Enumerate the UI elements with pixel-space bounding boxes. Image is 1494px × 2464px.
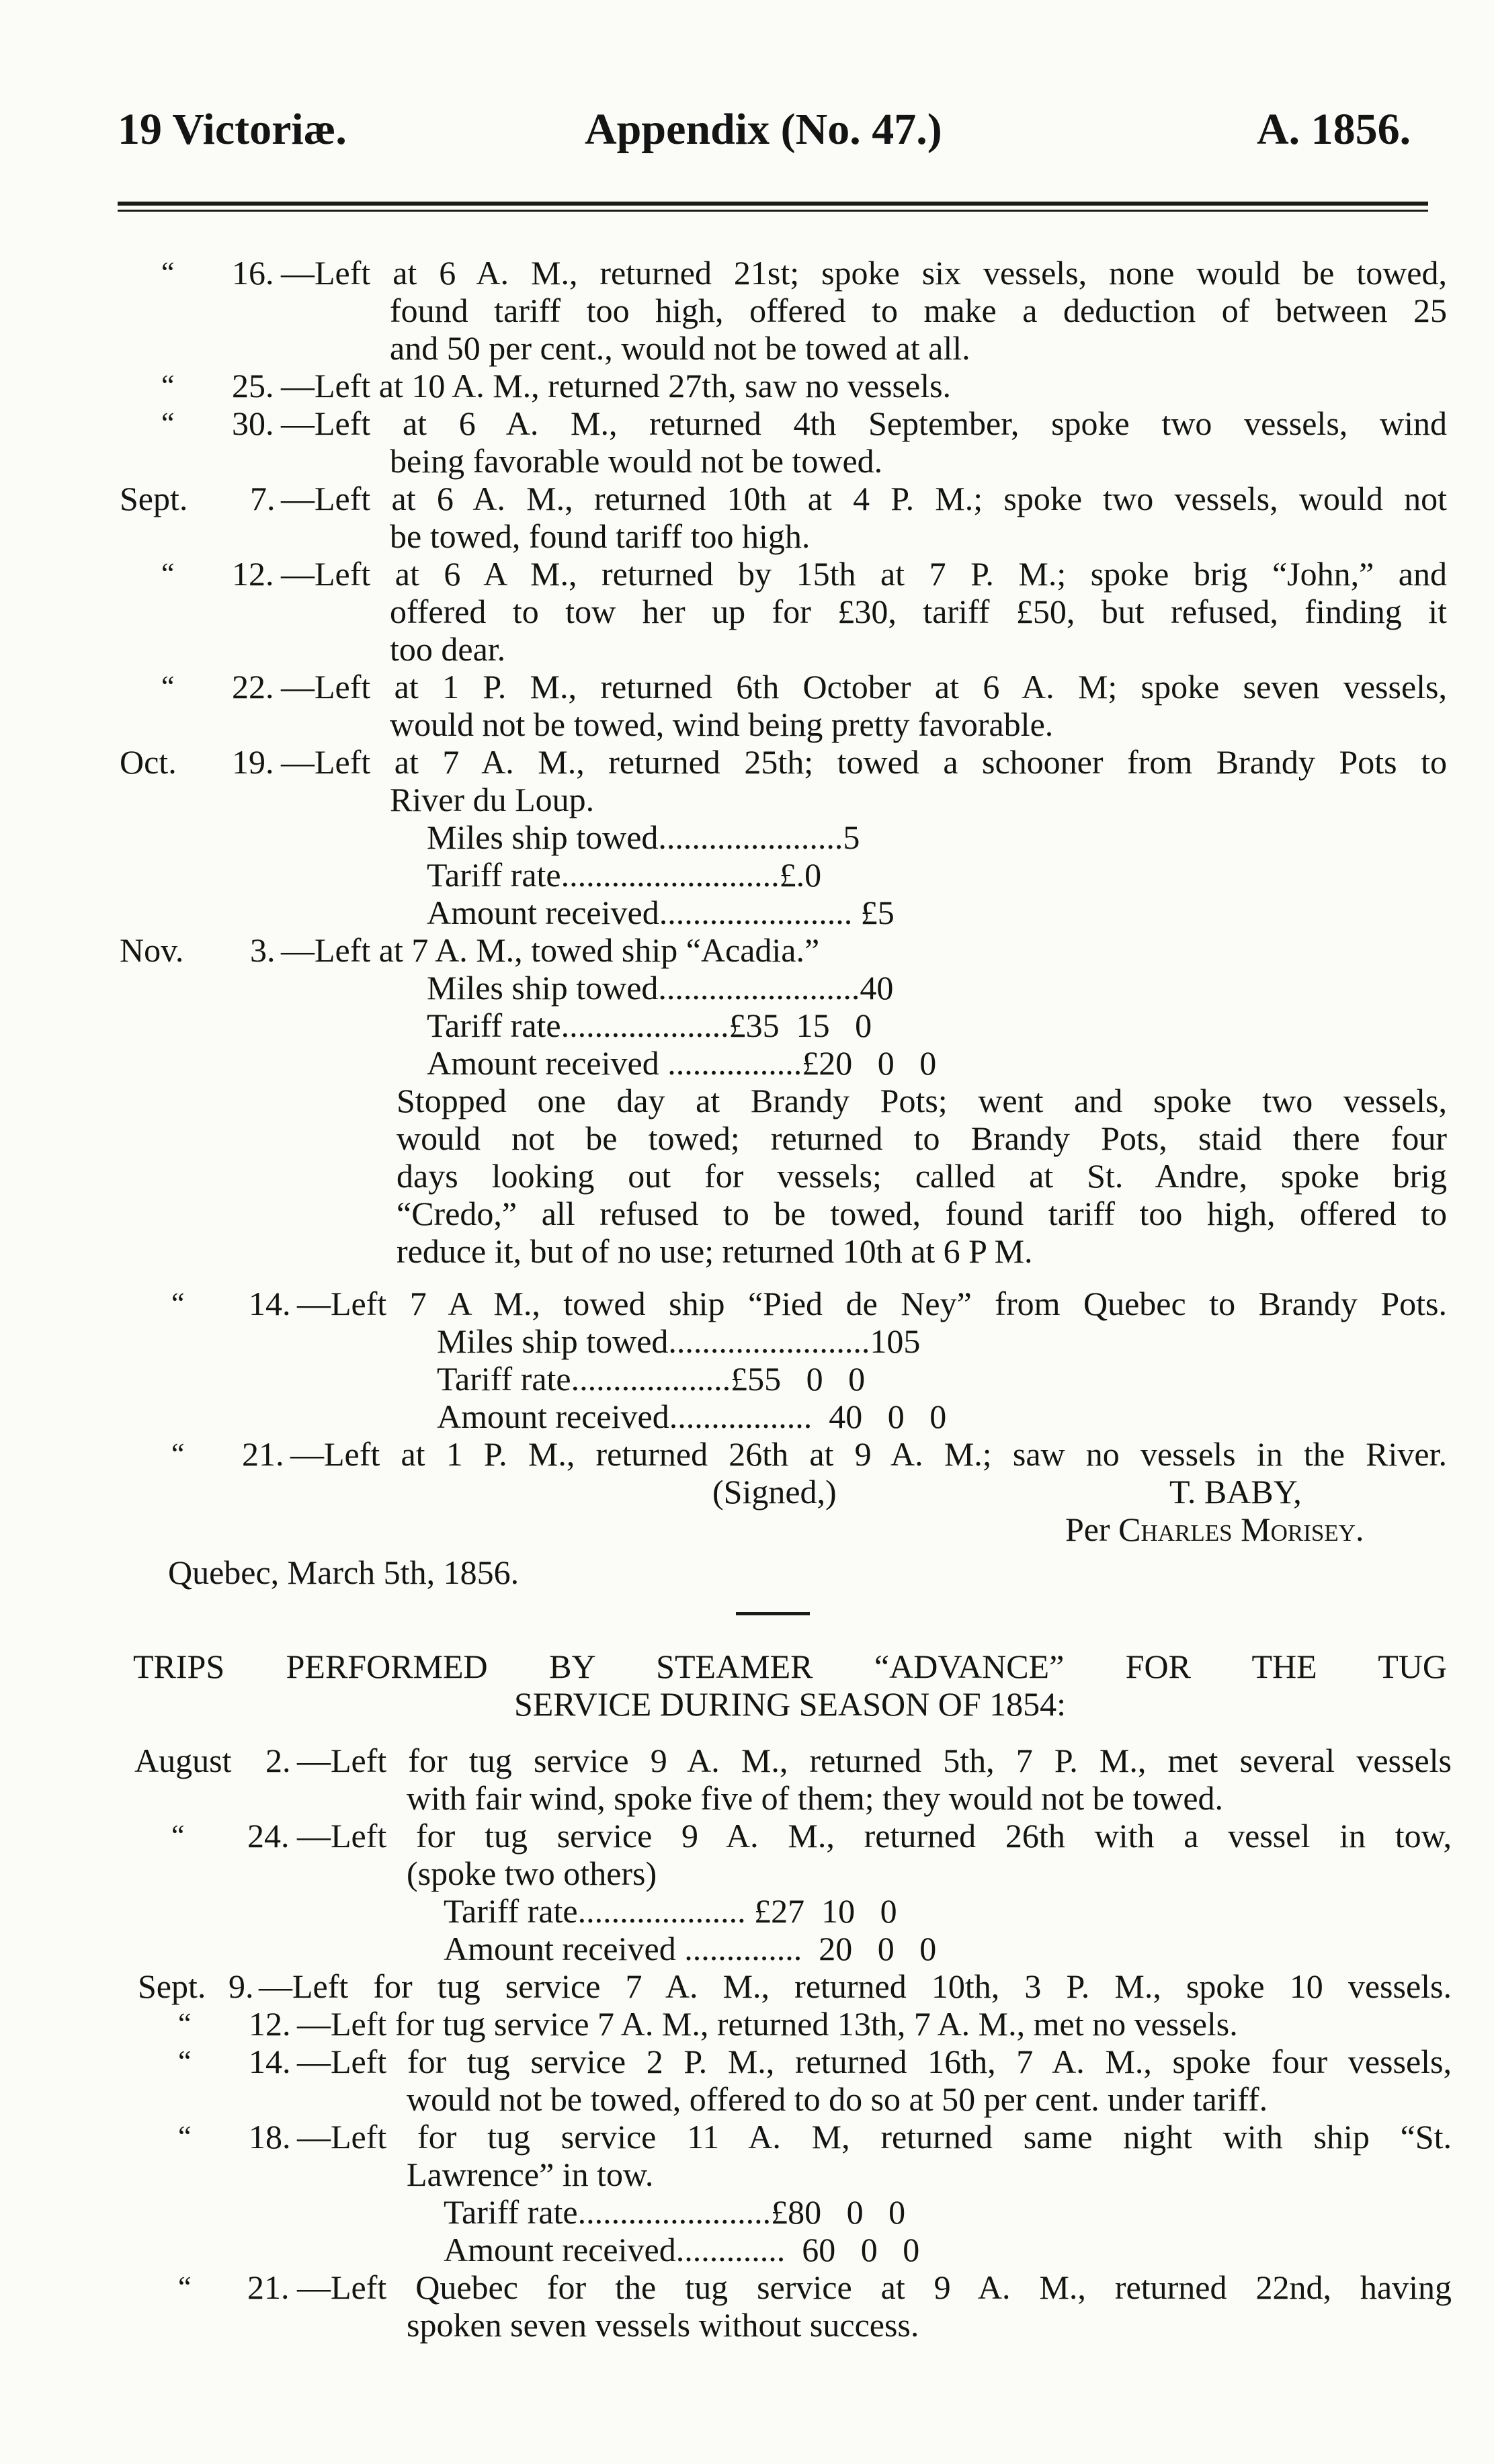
entry-line: reduce it, but of no use; returned 10th at 6 P M. (397, 1232, 1033, 1270)
entry-line: days looking out for vessels; called at St. Andre, spoke brig (397, 1157, 1447, 1195)
ditto-mark: “ (161, 256, 175, 289)
entry-day: 21. (242, 1435, 284, 1473)
entry-line: would not be towed, offered to do so at 50 per cent. under tariff. (407, 2080, 1268, 2118)
entry-line: —Left at 6 A. M., returned 10th at 4 P. M.; spoke two vessels, would not (281, 480, 1447, 517)
entry-line: —Left Quebec for the tug service at 9 A. M., returned 22nd, having (297, 2268, 1452, 2306)
ditto-mark: “ (171, 1819, 185, 1852)
entry-line: River du Loup. (390, 781, 595, 818)
entry-day: 24. (247, 1817, 290, 1855)
header-right: A. 1856. (1257, 105, 1411, 154)
entry-line: —Left for tug service 7 A. M., returned 13th, 7 A. M., met no vessels. (297, 2005, 1238, 2043)
entry-day: 14. (249, 1285, 291, 1322)
ledger-line: Tariff rate..........................£.0 (427, 856, 822, 894)
ledger-line: Amount received............. 60 0 0 (444, 2231, 920, 2268)
entry-line: —Left at 6 A. M., returned 4th September, spoke two vessels, wind (281, 405, 1447, 442)
entry-line: —Left at 1 P. M., returned 6th October at 6 A. M; spoke seven vessels, (281, 668, 1447, 706)
ledger-line: Miles ship towed......................5 (427, 818, 860, 856)
entry-line: too dear. (390, 630, 506, 668)
entry-line: —Left for tug service 9 A. M., returned 26th with a vessel in tow, (297, 1817, 1452, 1855)
section-divider (736, 1612, 810, 1615)
ledger-line: Miles ship towed........................40 (427, 969, 894, 1007)
entry-day: 25. (232, 367, 274, 405)
ledger-line: Amount received....................... £5 (427, 894, 895, 931)
entry-line: —Left at 10 A. M., returned 27th, saw no vessels. (281, 367, 952, 405)
entry-day: 12. (232, 555, 274, 593)
entry-line: Lawrence” in tow. (407, 2156, 654, 2193)
entry-day: 18. (249, 2118, 291, 2156)
ditto-mark: “ (161, 369, 175, 402)
ledger-line: Tariff rate.................... £27 10 0 (444, 1892, 897, 1930)
header-center: Appendix (No. 47.) (585, 105, 942, 154)
entry-line: —Left at 7 A. M., towed ship “Acadia.” (281, 931, 820, 969)
ledger-line: Tariff rate....................£35 15 0 (427, 1007, 872, 1044)
entry-line: —Left for tug service 11 A. M, returned same night with ship “St. (297, 2118, 1452, 2156)
ditto-mark: “ (161, 407, 175, 439)
entry-line: and 50 per cent., would not be towed at all. (390, 329, 970, 367)
ledger-line: Amount received .............. 20 0 0 (444, 1930, 937, 1967)
entry-line: —Left at 6 A. M., returned 21st; spoke six vessels, none would be towed, (281, 254, 1447, 292)
entry-line: found tariff too high, offered to make a deduction of between 25 (390, 292, 1447, 329)
entry-day: 30. (232, 405, 274, 442)
entry-line: (spoke two others) (407, 1855, 657, 1892)
ditto-mark: “ (161, 557, 175, 590)
entry-line: —Left for tug service 7 A. M., returned 10th, 3 P. M., spoke 10 vessels. (259, 1967, 1452, 2005)
ditto-mark: “ (178, 2007, 192, 2040)
entry-day: 12. (249, 2005, 291, 2043)
entry-day: 19. (232, 743, 274, 781)
signature-per (1065, 1511, 1364, 1548)
ditto-mark: “ (178, 2270, 192, 2303)
signature-signed: (Signed,) (712, 1473, 837, 1511)
entry-day: 9. (229, 1967, 254, 2005)
entry-day: 14. (249, 2043, 291, 2080)
entry-line: be towed, found tariff too high. (390, 517, 811, 555)
entry-month: Oct. (120, 743, 177, 781)
entry-line: would not be towed, wind being pretty favorable. (390, 706, 1054, 743)
entry-line: would not be towed; returned to Brandy Pots, staid there four (397, 1119, 1447, 1157)
entry-line: —Left at 1 P. M., returned 26th at 9 A. M.; saw no vessels in the River. (290, 1435, 1447, 1473)
header-rule-top (118, 202, 1428, 206)
entry-day: 7. (250, 480, 276, 517)
ledger-line: Tariff rate...................£55 0 0 (437, 1360, 866, 1398)
entry-line: —Left for tug service 9 A. M., returned 5th, 7 P. M., met several vessels (297, 1742, 1452, 1779)
entry-day: 22. (232, 668, 274, 706)
ledger-line: Tariff rate.......................£80 0 0 (444, 2193, 906, 2231)
entry-month: Nov. (120, 931, 184, 969)
ledger-line: Amount received................. 40 0 0 (437, 1398, 947, 1435)
entry-line: “Credo,” all refused to be towed, found tariff too high, offered to (397, 1195, 1447, 1232)
header-rule-bottom (118, 210, 1428, 212)
ditto-mark: “ (171, 1437, 185, 1470)
ditto-mark: “ (171, 1287, 185, 1320)
entry-line: spoken seven vessels without success. (407, 2306, 919, 2344)
signature-name: T. BABY, (1169, 1473, 1302, 1511)
per-name: Charles Morisey. (1118, 1511, 1364, 1548)
place-date: Quebec, March 5th, 1856. (168, 1554, 520, 1591)
ditto-mark: “ (178, 2045, 192, 2078)
entry-line: —Left at 7 A. M., returned 25th; towed a schooner from Brandy Pots to (281, 743, 1447, 781)
entry-month: August (134, 1742, 232, 1779)
entry-line: —Left for tug service 2 P. M., returned 16th, 7 A. M., spoke four vessels, (297, 2043, 1452, 2080)
section-title-cont: SERVICE DURING SEASON OF 1854: (513, 1685, 1067, 1723)
entry-day: 16. (232, 254, 274, 292)
entry-line: Stopped one day at Brandy Pots; went and spoke two vessels, (397, 1082, 1447, 1119)
ledger-line: Miles ship towed........................105 (437, 1322, 921, 1360)
ledger-line: Amount received ................£20 0 0 (427, 1044, 937, 1082)
entry-day: 2. (265, 1742, 291, 1779)
ditto-mark: “ (161, 670, 175, 703)
entry-line: being favorable would not be towed. (390, 442, 883, 480)
header-left: 19 Victoriæ. (118, 105, 347, 154)
entry-line: —Left 7 A M., towed ship “Pied de Ney” from Quebec to Brandy Pots. (297, 1285, 1447, 1322)
entry-month: Sept. (120, 480, 188, 517)
entry-line: with fair wind, spoke five of them; they would not be towed. (407, 1779, 1224, 1817)
entry-line: —Left at 6 A M., returned by 15th at 7 P. M.; spoke brig “John,” and (281, 555, 1447, 593)
entry-day: 21. (247, 2268, 290, 2306)
entry-day: 3. (250, 931, 276, 969)
per-word: Per (1065, 1511, 1110, 1548)
ditto-mark: “ (178, 2120, 192, 2153)
entry-month: Sept. (138, 1967, 206, 2005)
section-title: TRIPS PERFORMED BY STEAMER “ADVANCE” FOR THE TUG (133, 1648, 1447, 1685)
entry-line: offered to tow her up for £30, tariff £50, but refused, finding it (390, 593, 1447, 630)
